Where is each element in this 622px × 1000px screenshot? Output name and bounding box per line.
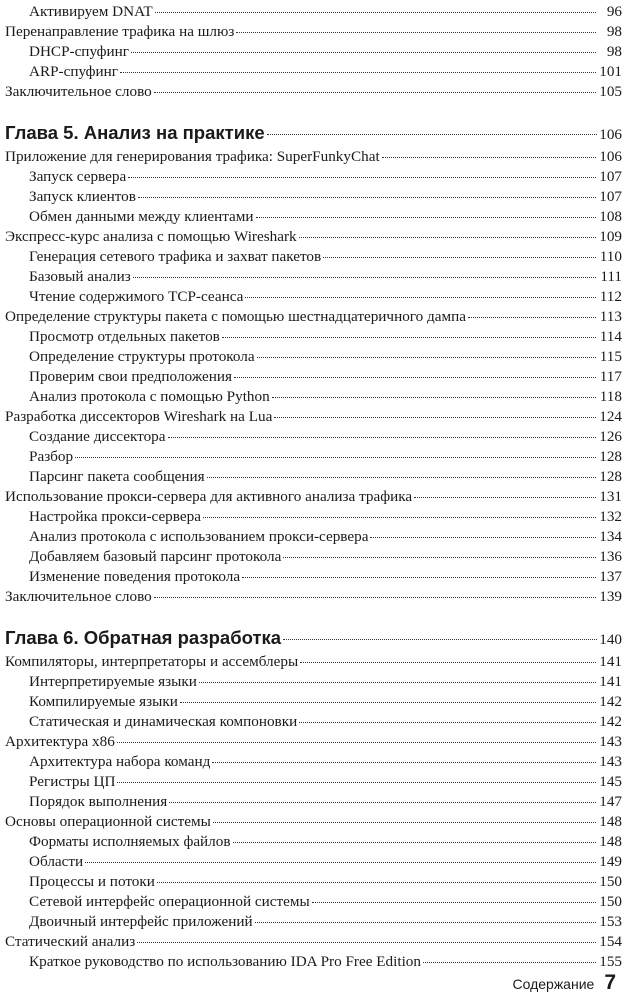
dot-leader (236, 20, 596, 33)
toc-entry-page: 114 (599, 328, 622, 345)
toc-entry-title: Процессы и потоки (29, 873, 155, 890)
toc-subsection (5, 830, 622, 850)
toc-entry-title: Добавляем базовый парсинг протокола (29, 548, 282, 565)
toc-entry-title: Разработка диссекторов Wireshark на Lua (5, 408, 273, 425)
toc-subsection (5, 205, 622, 225)
toc-entry-title: Настройка прокси-сервера (29, 508, 201, 525)
toc-entry-title: Экспресс-курс анализа с помощью Wireshark (5, 228, 297, 245)
toc-subsection (5, 850, 622, 870)
toc-entry-title: Архитектура набора команд (29, 753, 211, 770)
toc-section (5, 225, 622, 245)
toc-subsection (5, 910, 622, 930)
toc-section (5, 20, 622, 40)
dot-leader (382, 145, 596, 158)
toc-entry-page: 101 (599, 63, 622, 80)
toc-subsection (5, 245, 622, 265)
toc-entry-title: Регистры ЦП (29, 773, 116, 790)
toc-entry-page: 118 (599, 388, 622, 405)
toc-subsection (5, 505, 622, 525)
dot-leader (272, 385, 596, 398)
dot-leader (117, 770, 596, 783)
dot-leader (222, 325, 596, 338)
dot-leader (234, 365, 596, 378)
toc-subsection (5, 465, 622, 485)
toc-subsection (5, 345, 622, 365)
dot-leader (154, 585, 596, 598)
toc-entry-page: 128 (599, 468, 622, 485)
toc-entry-page: 150 (599, 893, 622, 910)
dot-leader (283, 624, 597, 640)
toc-entry-page: 154 (599, 933, 622, 950)
toc-entry-title: Генерация сетевого трафика и захват пакетов (29, 248, 322, 265)
dot-leader (133, 265, 596, 278)
page-number: 7 (604, 971, 616, 994)
toc-entry-page: 147 (599, 793, 622, 810)
toc-entry-page: 107 (599, 188, 622, 205)
toc-section (5, 80, 622, 100)
dot-leader (255, 910, 596, 923)
dot-leader (423, 950, 596, 963)
toc-entry-page: 134 (599, 528, 622, 545)
dot-leader (300, 650, 596, 663)
toc-entry-page: 142 (599, 693, 622, 710)
dot-leader (169, 790, 596, 803)
dot-leader (75, 445, 596, 458)
toc-subsection (5, 690, 622, 710)
toc-subsection (5, 790, 622, 810)
toc-entry-title: ARP-спуфинг (29, 63, 119, 80)
toc-subsection (5, 285, 622, 305)
toc-section (5, 930, 622, 950)
toc-subsection (5, 525, 622, 545)
toc-chapter-heading (5, 624, 622, 650)
toc-entry-title: Статический анализ (5, 933, 136, 950)
toc-entry-page: 106 (599, 148, 622, 165)
toc-entry-title: Создание диссектора (29, 428, 166, 445)
toc-subsection (5, 185, 622, 205)
toc-entry-page: 143 (599, 733, 622, 750)
section-gap (5, 605, 622, 624)
toc-subsection (5, 425, 622, 445)
dot-leader (128, 165, 596, 178)
page-footer (512, 971, 616, 995)
dot-leader (213, 810, 596, 823)
dot-leader (299, 710, 596, 723)
toc-entry-page: 140 (599, 630, 622, 648)
toc-entry-page: 153 (599, 913, 622, 930)
dot-leader (274, 405, 596, 418)
toc-entry-title: Парсинг пакета сообщения (29, 468, 205, 485)
toc-entry-title: Определение структуры пакета с помощью шестнадцатеричного дампа (5, 308, 466, 325)
toc-subsection (5, 40, 622, 60)
toc-entry-page: 136 (599, 548, 622, 565)
toc-subsection (5, 670, 622, 690)
toc-entry-title: Использование прокси-сервера для активного анализа трафика (5, 488, 413, 505)
toc-entry-title: Двоичный интерфейс приложений (29, 913, 253, 930)
toc-entry-title: Заключительное слово (5, 83, 152, 100)
toc-entry-title: Анализ протокола с помощью Python (29, 388, 270, 405)
toc-entry-title: Запуск сервера (29, 168, 127, 185)
toc-entry-page: 117 (599, 368, 622, 385)
toc-entry-title: Компилируемые языки (29, 693, 178, 710)
toc-section (5, 485, 622, 505)
toc-section (5, 405, 622, 425)
table-of-contents (5, 0, 622, 970)
toc-entry-title: Порядок выполнения (29, 793, 168, 810)
toc-entry-title: Области (29, 853, 84, 870)
toc-entry-title: Активируем DNAT (29, 3, 153, 20)
dot-leader (137, 930, 596, 943)
toc-entry-page: 148 (599, 833, 622, 850)
toc-entry-page: 126 (599, 428, 622, 445)
toc-entry-page: 149 (599, 853, 622, 870)
toc-subsection (5, 365, 622, 385)
toc-entry-page: 145 (599, 773, 622, 790)
dot-leader (256, 205, 596, 218)
toc-subsection (5, 385, 622, 405)
toc-entry-page: 155 (599, 953, 622, 970)
toc-entry-page: 148 (599, 813, 622, 830)
toc-subsection (5, 325, 622, 345)
dot-leader (370, 525, 596, 538)
toc-entry-page: 141 (599, 653, 622, 670)
toc-entry-title: Приложение для генерирования трафика: SuperFunkyChat (5, 148, 380, 165)
dot-leader (117, 730, 596, 743)
toc-entry-page: 115 (599, 348, 622, 365)
dot-leader (323, 245, 596, 258)
dot-leader (312, 890, 596, 903)
toc-entry-page: 139 (599, 588, 622, 605)
dot-leader (120, 60, 596, 73)
toc-subsection (5, 710, 622, 730)
toc-subsection (5, 265, 622, 285)
dot-leader (468, 305, 596, 318)
toc-subsection (5, 445, 622, 465)
toc-entry-title: Запуск клиентов (29, 188, 136, 205)
toc-entry-title: Изменение поведения протокола (29, 568, 241, 585)
toc-subsection (5, 565, 622, 585)
dot-leader (199, 670, 596, 683)
toc-entry-title: Краткое руководство по использованию IDA Pro Free Edition (29, 953, 421, 970)
toc-entry-page: 128 (599, 448, 622, 465)
toc-entry-title: Глава 6. Обратная разработка (5, 626, 282, 648)
dot-leader (85, 850, 596, 863)
toc-entry-page: 107 (599, 168, 622, 185)
toc-section (5, 810, 622, 830)
dot-leader (212, 750, 596, 763)
toc-entry-title: Основы операционной системы (5, 813, 211, 830)
toc-section (5, 730, 622, 750)
toc-entry-title: Сетевой интерфейс операционной системы (29, 893, 310, 910)
toc-entry-title: Статическая и динамическая компоновки (29, 713, 298, 730)
toc-subsection (5, 770, 622, 790)
toc-section (5, 585, 622, 605)
toc-subsection (5, 750, 622, 770)
toc-entry-title: Интерпретируемые языки (29, 673, 197, 690)
toc-section (5, 145, 622, 165)
toc-entry-page: 109 (599, 228, 622, 245)
dot-leader (155, 0, 596, 13)
toc-entry-page: 98 (606, 23, 622, 40)
toc-entry-page: 141 (599, 673, 622, 690)
toc-chapter-heading (5, 119, 622, 145)
toc-entry-page: 105 (599, 83, 622, 100)
dot-leader (233, 830, 596, 843)
toc-subsection (5, 950, 622, 970)
footer-label: Содержание (512, 976, 595, 992)
toc-entry-page: 112 (599, 288, 622, 305)
toc-subsection (5, 165, 622, 185)
toc-entry-title: Проверим свои предположения (29, 368, 233, 385)
toc-entry-page: 110 (599, 248, 622, 265)
toc-subsection (5, 60, 622, 80)
dot-leader (157, 870, 596, 883)
dot-leader (242, 565, 596, 578)
toc-entry-page: 108 (599, 208, 622, 225)
dot-leader (299, 225, 596, 238)
dot-leader (154, 80, 596, 93)
dot-leader (257, 345, 596, 358)
toc-entry-page: 96 (606, 3, 622, 20)
toc-entry-page: 113 (599, 308, 622, 325)
toc-section (5, 650, 622, 670)
toc-entry-title: Чтение содержимого TCP-сеанса (29, 288, 244, 305)
toc-entry-page: 142 (599, 713, 622, 730)
toc-subsection (5, 890, 622, 910)
toc-entry-title: Разбор (29, 448, 74, 465)
toc-entry-page: 106 (599, 125, 622, 143)
dot-leader (131, 40, 596, 53)
toc-entry-title: Просмотр отдельных пакетов (29, 328, 220, 345)
toc-entry-title: Анализ протокола с использованием прокси-сервера (29, 528, 369, 545)
dot-leader (168, 425, 596, 438)
toc-subsection (5, 545, 622, 565)
dot-leader (414, 485, 596, 498)
toc-entry-title: Перенаправление трафика на шлюз (5, 23, 235, 40)
toc-entry-page: 124 (599, 408, 622, 425)
toc-entry-page: 132 (599, 508, 622, 525)
toc-entry-title: Определение структуры протокола (29, 348, 255, 365)
toc-entry-title: Обмен данными между клиентами (29, 208, 254, 225)
toc-entry-title: Форматы исполняемых файлов (29, 833, 231, 850)
dot-leader (203, 505, 596, 518)
toc-entry-page: 150 (599, 873, 622, 890)
toc-subsection (5, 870, 622, 890)
toc-entry-title: DHCP-спуфинг (29, 43, 129, 60)
toc-entry-page: 98 (606, 43, 622, 60)
dot-leader (207, 465, 596, 478)
dot-leader (138, 185, 596, 198)
toc-section (5, 305, 622, 325)
toc-entry-page: 111 (600, 268, 622, 285)
dot-leader (267, 119, 598, 135)
toc-entry-page: 137 (599, 568, 622, 585)
dot-leader (180, 690, 596, 703)
toc-entry-title: Базовый анализ (29, 268, 131, 285)
toc-entry-title: Архитектура x86 (5, 733, 115, 750)
toc-entry-page: 131 (599, 488, 622, 505)
toc-entry-page: 143 (599, 753, 622, 770)
toc-entry-title: Глава 5. Анализ на практике (5, 121, 265, 143)
toc-entry-title: Компиляторы, интерпретаторы и ассемблеры (5, 653, 299, 670)
dot-leader (245, 285, 596, 298)
toc-entry-title: Заключительное слово (5, 588, 152, 605)
dot-leader (283, 545, 596, 558)
section-gap (5, 100, 622, 119)
toc-subsection (5, 0, 622, 20)
